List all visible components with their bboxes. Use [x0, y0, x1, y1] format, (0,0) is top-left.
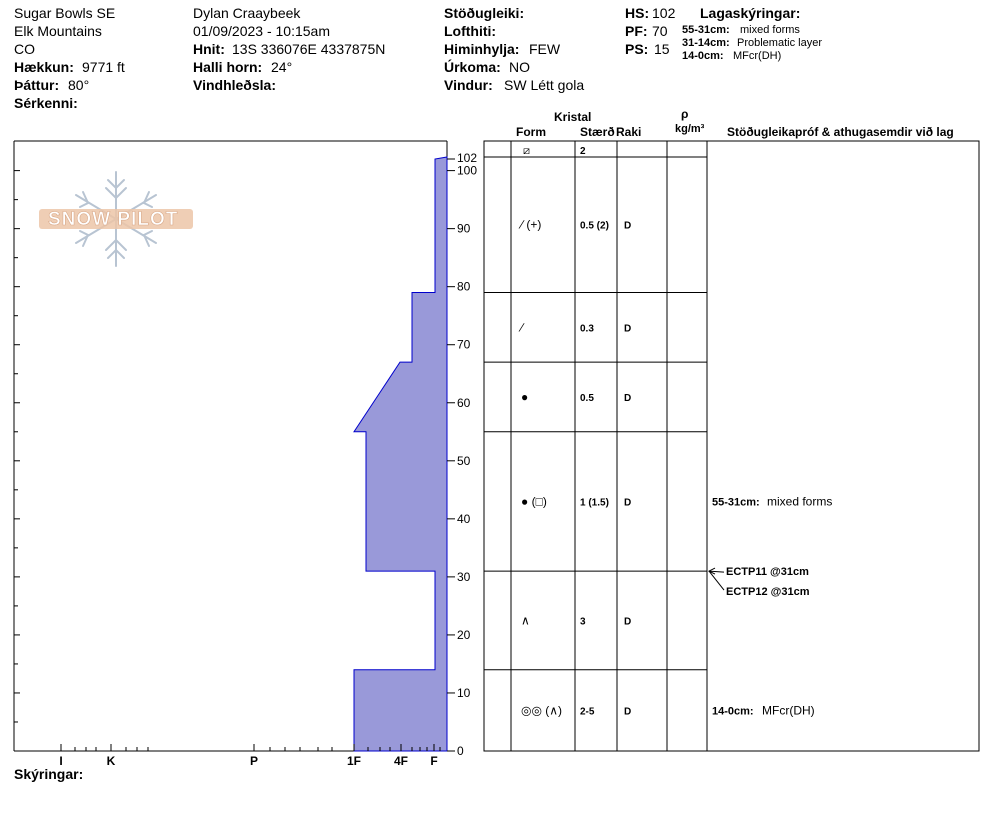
- observer-name: Dylan Craaybeek: [193, 5, 301, 21]
- y-top-label: 102: [457, 151, 478, 165]
- layer-grain-size: 0.5: [580, 392, 594, 404]
- layer-grain-form: ∕: [521, 320, 524, 335]
- layer-note-range: 55-31cm:: [682, 24, 730, 36]
- sky-label: Himinhylja:: [444, 41, 520, 57]
- layer-comment-text: MFcr(DH): [762, 703, 815, 718]
- y-tick-label: 0: [457, 744, 464, 758]
- layer-grain-size: 1 (1.5): [580, 497, 609, 509]
- hs-label: HS:: [625, 5, 650, 21]
- layer-note-range: 31-14cm:: [682, 37, 730, 49]
- comments-header: Stöðugleikapróf & athugasemdir við lag: [727, 125, 954, 139]
- sky-value: FEW: [529, 41, 561, 57]
- x-tick-label: 1F: [346, 754, 362, 768]
- wind-label: Vindur:: [444, 77, 493, 93]
- layer-moisture: D: [624, 616, 632, 628]
- x-tick-label: K: [106, 754, 116, 768]
- slope-value: 24°: [271, 59, 293, 75]
- layer-grain-size: 0.5 (2): [580, 220, 609, 232]
- layer-grain-size: 2-5: [580, 706, 595, 718]
- state: CO: [14, 41, 35, 57]
- pf-value: 70: [652, 23, 668, 39]
- form-header: Form: [516, 125, 546, 139]
- aspect-label: Þáttur:: [14, 77, 60, 93]
- notes-label: Skýringar:: [14, 766, 84, 782]
- y-tick-label: 100: [457, 163, 478, 178]
- stability-test-result: ECTP12 @31cm: [726, 586, 810, 599]
- layer-moisture: D: [624, 323, 632, 335]
- coords-value: 13S 336076E 4337875N: [232, 41, 386, 57]
- x-tick-label: 4F: [393, 754, 409, 768]
- aspect-value: 80°: [68, 77, 90, 93]
- layer-grain-form: ∕ (+): [521, 217, 542, 232]
- x-tick-label: I: [59, 754, 63, 768]
- y-tick-label: 60: [457, 395, 471, 410]
- layer-note-text: mixed forms: [740, 24, 800, 36]
- logo-text: SNOW PILOT: [48, 209, 179, 230]
- hardness-profile-area: [354, 157, 447, 751]
- layer-comment-text: mixed forms: [767, 494, 833, 509]
- elevation-label: Hækkun:: [14, 59, 74, 75]
- layer-grain-size: 3: [580, 616, 586, 628]
- layer-note-range: 14-0cm:: [682, 50, 724, 62]
- precip-value: NO: [509, 59, 530, 75]
- test-arrow: [709, 571, 724, 590]
- layer-comment-label: 14-0cm:: [712, 705, 754, 718]
- air-temp-label: Lofthiti:: [444, 23, 497, 39]
- layer-notes-title: Lagaskýringar:: [700, 5, 801, 21]
- stability-label: Stöðugleiki:: [444, 5, 525, 21]
- layer-table-frame: [484, 141, 979, 751]
- coords-label: Hnit:: [193, 41, 225, 57]
- y-tick-label: 50: [457, 453, 471, 468]
- mountain-range: Elk Mountains: [14, 23, 102, 39]
- layer-grain-form: ∧: [521, 613, 530, 628]
- crystal-header: Kristal: [554, 110, 592, 124]
- layer-moisture: D: [624, 392, 632, 404]
- pf-label: PF:: [625, 23, 648, 39]
- layer-moisture: D: [624, 497, 632, 509]
- features-label: Sérkenni:: [14, 95, 78, 111]
- density-unit-header: kg/m³: [675, 123, 705, 135]
- layer-grain-size: 0.3: [580, 323, 594, 335]
- location-name: Sugar Bowls SE: [14, 5, 116, 21]
- stability-test-result: ECTP11 @31cm: [726, 566, 809, 579]
- size-header: Stærð: [580, 125, 615, 139]
- y-tick-label: 80: [457, 279, 471, 294]
- y-tick-label: 10: [457, 685, 471, 700]
- layer-grain-size: 2: [580, 146, 586, 157]
- y-tick-label: 30: [457, 569, 471, 584]
- hs-value: 102: [652, 5, 676, 21]
- rho-header: ρ: [681, 107, 689, 121]
- elevation-value: 9771 ft: [82, 59, 125, 75]
- layer-comment-label: 55-31cm:: [712, 496, 760, 509]
- layer-grain-form: ⧄: [523, 145, 530, 157]
- precip-label: Úrkoma:: [444, 59, 501, 75]
- date-time: 01/09/2023 - 10:15am: [193, 23, 330, 39]
- wind-value: SW Létt gola: [504, 77, 585, 93]
- layer-note-text: MFcr(DH): [733, 50, 782, 62]
- x-tick-label: P: [249, 754, 259, 768]
- y-tick-label: 90: [457, 221, 471, 236]
- layer-moisture: D: [624, 220, 632, 232]
- layer-note-text: Problematic layer: [737, 37, 822, 49]
- layer-grain-form: ● (□): [521, 494, 547, 509]
- y-tick-label: 40: [457, 511, 471, 526]
- ps-value: 15: [654, 41, 670, 57]
- x-tick-label: F: [430, 754, 438, 768]
- layer-grain-form: ●: [521, 389, 529, 404]
- wind-loading-label: Vindhleðsla:: [193, 77, 276, 93]
- slope-label: Halli horn:: [193, 59, 263, 75]
- ps-label: PS:: [625, 41, 649, 57]
- y-tick-label: 70: [457, 337, 471, 352]
- layer-moisture: D: [624, 706, 632, 718]
- y-tick-label: 20: [457, 627, 471, 642]
- layer-grain-form: ◎◎ (∧): [521, 703, 563, 718]
- moisture-header: Raki: [616, 125, 642, 139]
